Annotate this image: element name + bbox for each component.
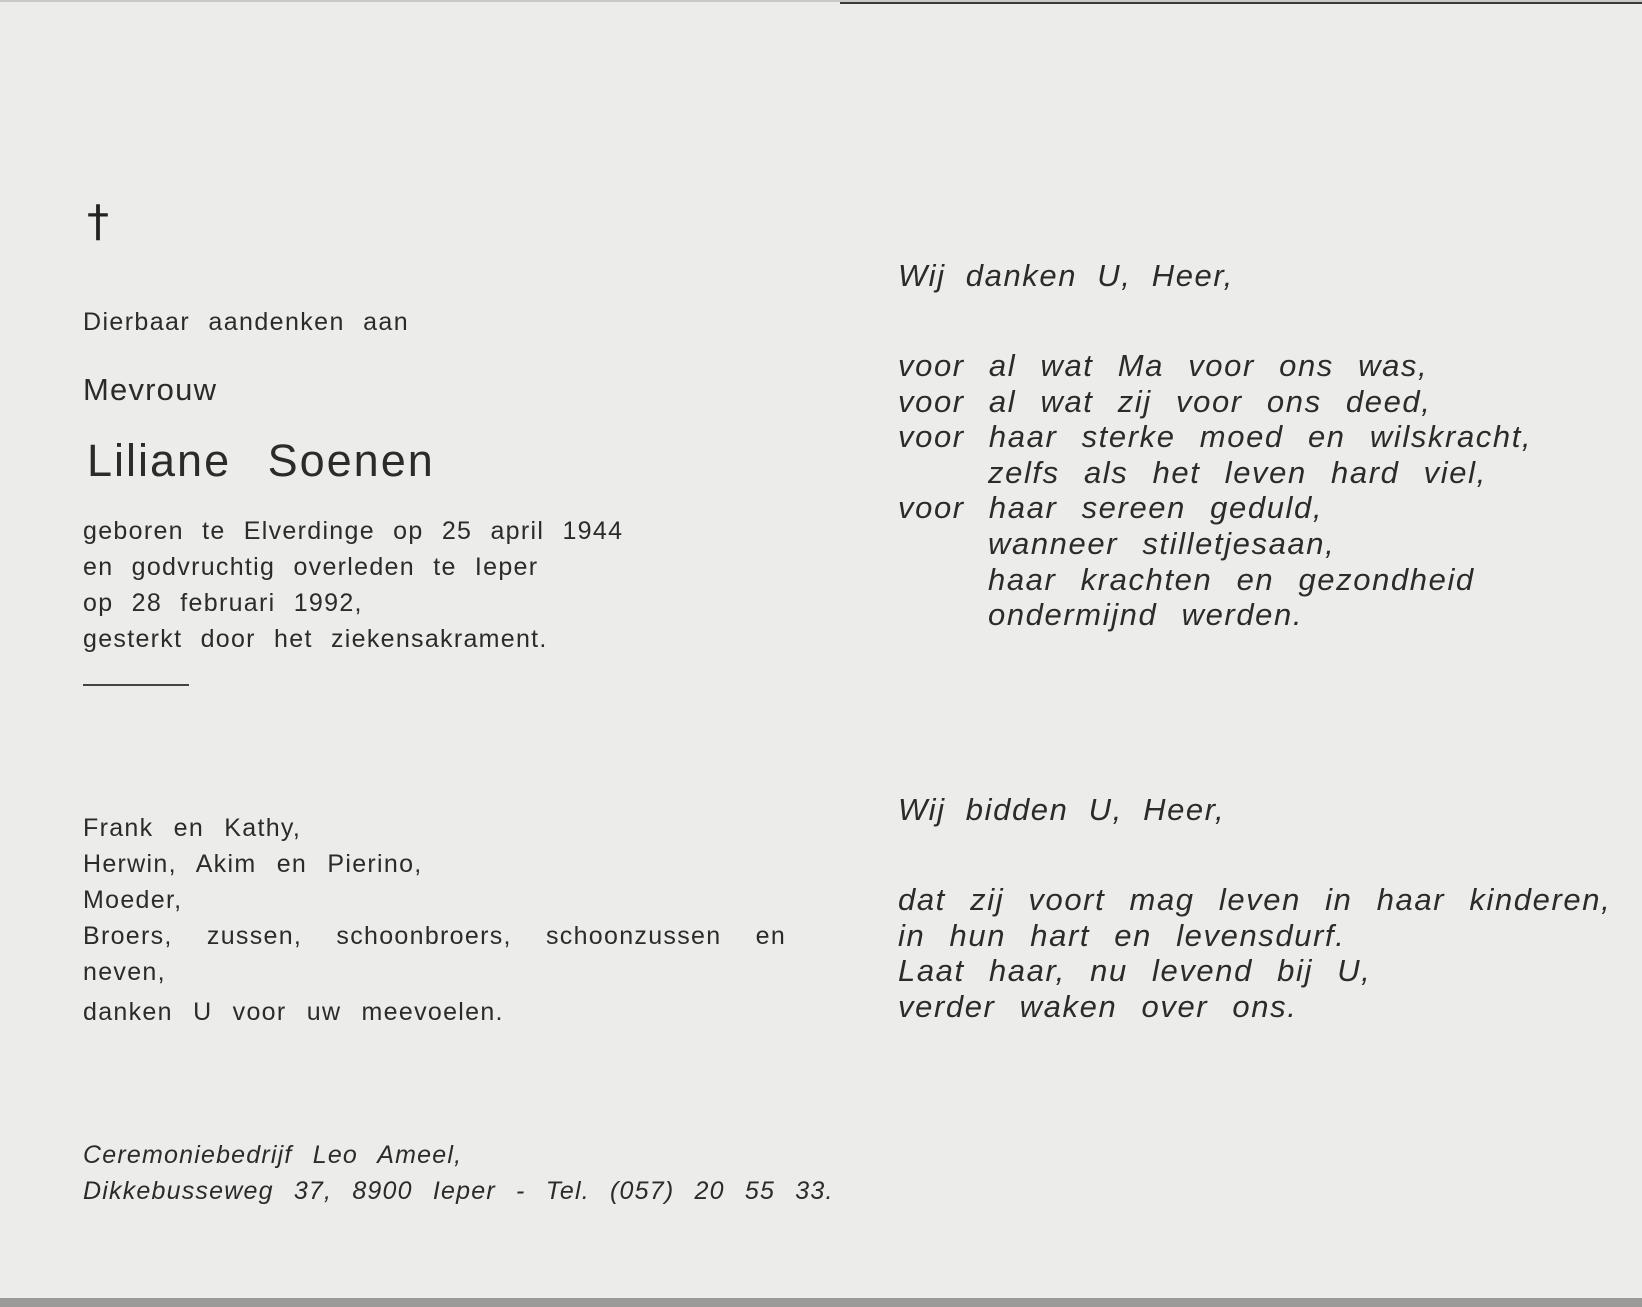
top-edge-line — [840, 2, 1642, 4]
cross-icon: † — [87, 196, 109, 247]
verse-line: voor haar sereen geduld, — [898, 490, 1324, 526]
verse-line: in hun hart en levensdurf. — [898, 917, 1346, 953]
verse-line: verder waken over ons. — [898, 988, 1298, 1024]
family-list — [83, 810, 786, 990]
verse-line: zelfs als het leven hard viel, — [988, 454, 1487, 490]
divider — [83, 684, 189, 686]
pray-heading: Wij bidden U, Heer, — [898, 792, 1226, 827]
family-line: Frank en Kathy, — [83, 814, 302, 842]
biography — [83, 513, 623, 657]
verse-line: voor al wat Ma voor ons was, — [898, 348, 1429, 383]
family-line: Broers, zussen, schoonbroers, schoonzussen en — [83, 922, 787, 950]
verse-line: voor haar sterke moed en wilskracht, — [898, 419, 1533, 455]
thanks-text: danken U voor uw meevoelen. — [83, 998, 504, 1026]
funeral-home-name: Ceremoniebedrijf Leo Ameel, — [83, 1141, 463, 1169]
verse-line: wanneer stilletjesaan, — [988, 525, 1336, 561]
honorific: Mevrouw — [83, 372, 218, 407]
verse-line: haar krachten en gezondheid — [988, 561, 1475, 597]
verse-line: dat zij voort mag leven in haar kinderen, — [898, 882, 1612, 917]
intro-text: Dierbaar aandenken aan — [83, 308, 410, 336]
family-line: Herwin, Akim en Pierino, — [83, 850, 423, 878]
funeral-home — [83, 1137, 834, 1209]
verse-line: Laat haar, nu levend bij U, — [898, 953, 1372, 989]
thank-heading: Wij danken U, Heer, — [898, 258, 1234, 293]
bio-line: geboren te Elverdinge op 25 april 1944 — [83, 517, 624, 545]
bio-line: op 28 februari 1992, — [83, 589, 363, 617]
family-line: Moeder, — [83, 886, 183, 914]
bio-line: gesterkt door het ziekensakrament. — [83, 625, 548, 653]
family-line: neven, — [83, 958, 166, 986]
deceased-name: Liliane Soenen — [87, 435, 435, 486]
verse-line: voor al wat zij voor ons deed, — [898, 383, 1432, 419]
funeral-home-address: Dikkebusseweg 37, 8900 Ieper - Tel. (057) 20 55 33. — [83, 1177, 834, 1205]
verse-line: ondermijnd werden. — [988, 597, 1304, 633]
thank-verse — [898, 348, 1532, 633]
bio-line: en godvruchtig overleden te Ieper — [83, 553, 539, 581]
bottom-edge — [0, 1298, 1642, 1307]
pray-verse — [898, 882, 1611, 1024]
